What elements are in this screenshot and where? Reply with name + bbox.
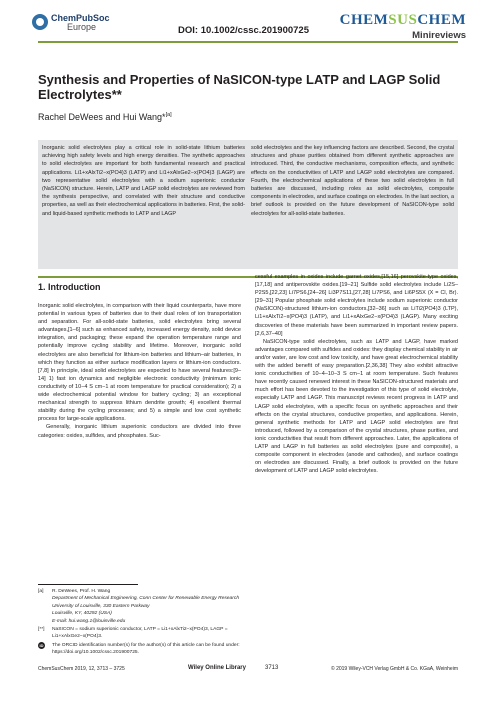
footnote-orcid [38, 642, 241, 657]
footnote-mark: [**] [38, 627, 45, 633]
body-paragraph: cessful examples in oxides include garnet oxides,[15,16] perovskite-type oxides,[17,18] and antiperovskite oxides.[19–21] Sulfide solid electrolytes include Li2S–P2S5,[22,23] Li7PS6,[24–26] Li3P7S11,[27,28] Li7PS6, and Li6PS5X (X = Cl, Br).[29–31] Popular phosphate solid electrolytes include sodium superionic conductor (NaSICON)-structured lithium-ion conductors,[32–36] such as LiTi2(PO4)3 (LTP), Li1+xAlxTi2−x(PO4)3 (LATP), and Li1+xAlxGe2−x(PO4)3 (LAGP). Many exciting discoveries of these materials have been summarized in important review papers.[2,6,37–40] [255, 274, 458, 337]
body-paragraph: Generally, inorganic lithium superionic conductors are divided into three categories: oxides, sulfides, and phosphates. Suc- [38, 424, 241, 439]
footnote-email[interactable]: E-mail: hui.wang.1@louisville.edu [52, 618, 126, 624]
logo-name: ChemPubSoc [51, 13, 110, 23]
footnote-affiliation [38, 588, 241, 625]
article-title: Synthesis and Properties of NaSICON-type LATP and LAGP Solid Electrolytes** [38, 72, 441, 102]
journal-section: Minireviews [412, 30, 466, 41]
logo-region: Europe [67, 22, 97, 32]
section-heading: 1. Introduction [38, 282, 101, 292]
footnote-rule [38, 584, 138, 585]
footnote-abbreviations [38, 626, 241, 641]
footer-copyright: © 2019 Wiley-VCH Verlag GmbH & Co. KGaA, Weinheim [331, 666, 458, 672]
author-line [38, 112, 172, 122]
footnotes [38, 588, 241, 658]
journal-name-mid: SUS [388, 12, 418, 28]
body-paragraph: Inorganic solid electrolytes, in comparison with their liquid counterparts, have more potential in various types of batteries due to their dual roles of ion transportation and separation. For all-solid-state batteries, solid electrolytes bring several advantages,[1–6] such as enhanced safety, increased energy density, solid device integration, and packaging; these expand the operation temperature range and potentially improve cycling stability and lifetime. Moreover, inorganic solid electrolytes are also beneficial for lithium-ion batteries and lithium–air batteries, in which they function as either surface modification layers or lithium-ion conductors.[7,8] In principle, ideal solid electrolytes are expected to have several features:[9–14] 1) fast ion dynamics and negligible electronic conductivity (minimum ionic conductivity of 10−4 S cm−1 at room temperature for practical consideration); 2) a wide electrochemical potential window for battery cycling; 3) an exceptional mechanical strength to suppress lithium dendrite growth; 4) excellent thermal stability during the cycling processes; and 5) a simple and low cost synthetic process for large-scale applications. [38, 303, 241, 423]
footnote-line: R. DeWees, Prof. H. Wang [52, 589, 111, 594]
author-names: Rachel DeWees and Hui Wang* [38, 112, 166, 122]
footer-citation: ChemSusChem 2019, 12, 3713 – 3725 [38, 666, 125, 672]
journal-brand [340, 12, 466, 41]
journal-name [340, 12, 466, 29]
chempubsoc-logo-icon [32, 14, 48, 30]
abstract-right-column: solid electrolytes and the key influencing factors are described. Second, the crystal structures and phase purities obtained from different synthetic approaches are introduced. Third, the conductive mechanisms, composition effects, and synthetic effects on the conductivities of LATP and LAGP solid electrolytes are compared. Fourth, the electrochemical applications of these two solid electrolytes in full batteries are discussed, including roles as solid electrolytes, composite components in electrodes, and surface coatings on electrodes. In the last section, a brief outlook is provided on the future development of NaSICON-type solid electrolytes for all-solid-state batteries. [251, 145, 455, 217]
footnote-line: Louisville, KY, 40292 (USA) [52, 611, 112, 617]
abstract-left-column: Inorganic solid electrolytes play a critical role in solid-state lithium batteries achieving high safety levels and high energy densities. The synthetic approaches to solid electrolytes are important for both fundamental research and practical applications. Li1+xAlxTi2−x(PO4)3 (LATP) and Li1+xAlxGe2−x(PO4)3 (LAGP) are two representative solid electrolytes with a sodium superionic conductor (NaSICON) structure. Herein, LATP and LAGP solid electrolytes are reviewed from the synthesis perspective, and correlated with their structure and conductive properties, as well as their electrochemical applications in batteries. First, the solid- and liquid-based synthetic methods to LATP and LAGP [42, 145, 245, 217]
footer-page-number: 3713 [265, 665, 279, 671]
footnote-text: NaSICON = sodium superionic conductor, LATP = Li1+xAlxTi2−x(PO4)3, LAGP = Li1+xAlxGe2−x(PO4)3. [52, 627, 228, 640]
body-paragraph: NaSICON-type solid electrolytes, such as LATP and LAGP, have marked advantages compared with sulfides and oxides: they display chemical stability in air and/or water, are low cost and low toxicity, and have great electrochemical stability with the added benefit of easy preparation.[2,36,38] They also exhibit attractive ionic conductivities of 10−4–10−3 S cm−1 at room temperature. Such features have recently caused renewed interest in these NaSICON-structured materials and much effort has been devoted to the investigation of this type of solid electrolyte, especially LATP and LAGP. This manuscript reviews recent progress in LATP and LAGP solid electrolytes, with a specific focus on synthetic approaches and their effects on the crystal structures, conductive properties, and applications. Herein, general synthetic methods for LATP and LAGP solid electrolytes are first introduced, followed by a comparison of the crystal structures, phase purities, and ionic conductivities that result from different approaches. Later, the applications of LATP and LAGP in full batteries as solid electrolytes (pure and composite), a composite component in electrodes (anode and cathodes), and surface coatings on electrodes are discussed. Finally, a brief outlook is provided on the future development of LATP and LAGP solid electrolytes. [255, 338, 458, 475]
page-header [0, 0, 496, 40]
orcid-text: The ORCID identification number(s) for the author(s) of this article can be found under: [52, 642, 240, 648]
header-rule [38, 41, 458, 43]
chempubsoc-logo [32, 14, 110, 32]
footnote-line: Department of Mechanical Engineering, Conn Center for Renewable Energy Research [52, 596, 240, 602]
orcid-link[interactable]: https://doi.org/10.1002/cssc.201900725. [52, 650, 140, 656]
page-footer [38, 665, 458, 675]
footnote-line: University of Louisville, 330 Eastern Parkway [52, 603, 150, 609]
footer-wiley-link[interactable]: Wiley Online Library [188, 665, 246, 671]
journal-name-prefix: CHEM [339, 12, 389, 28]
footnote-mark: [a] [38, 589, 44, 594]
orcid-icon: iD [39, 642, 44, 648]
journal-name-suffix: CHEM [417, 12, 466, 28]
body-left-column [38, 302, 241, 440]
abstract-box [38, 140, 458, 269]
doi-label: DOI: 10.1002/cssc.201900725 [178, 25, 309, 36]
body-right-column [255, 273, 458, 475]
author-affil-mark: [a] [165, 112, 172, 118]
